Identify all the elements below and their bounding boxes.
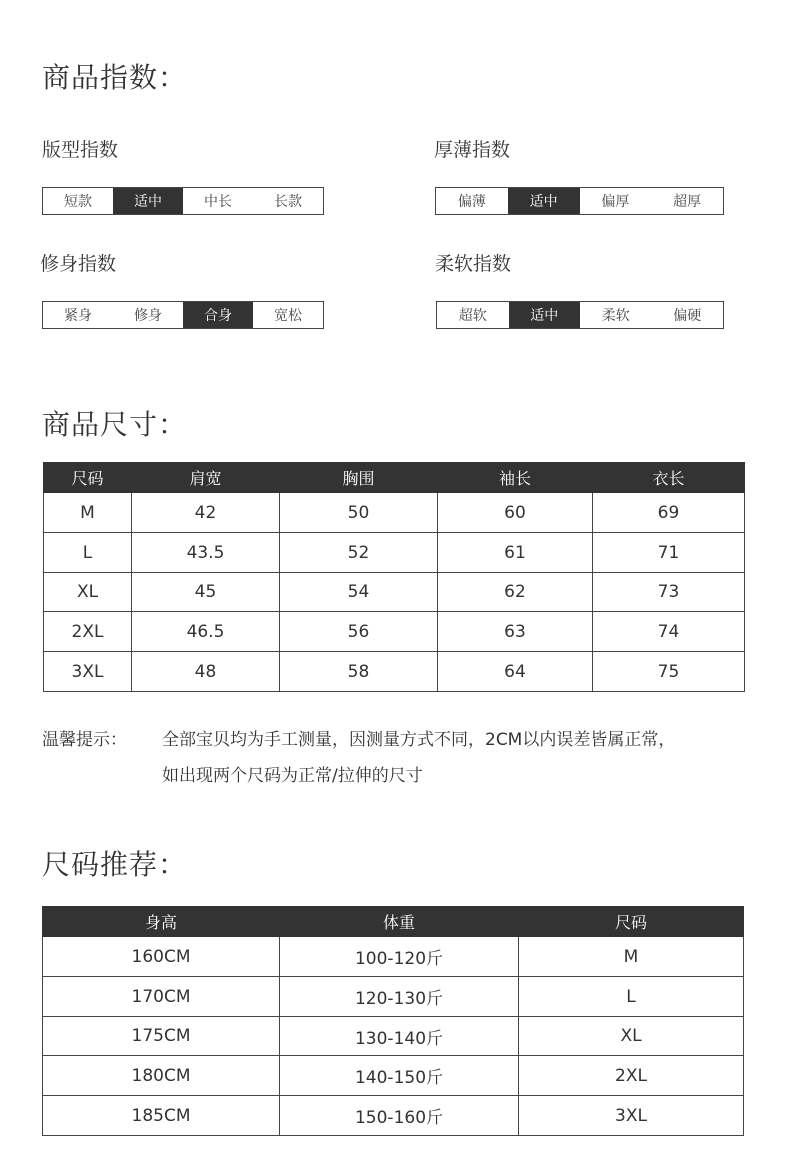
- size-table: [43, 462, 745, 692]
- table-row: [44, 652, 745, 692]
- softness-index-label: 柔软指数: [435, 253, 512, 275]
- table-cell: 48: [132, 652, 280, 692]
- table-cell: 60: [438, 493, 593, 533]
- table-cell: 185CM: [43, 1096, 280, 1136]
- table-cell: 75: [593, 652, 745, 692]
- table-cell: 71: [593, 533, 745, 573]
- table-cell: 170CM: [43, 977, 280, 1017]
- table-cell: 45: [132, 573, 280, 612]
- fit-option: 中长: [204, 194, 232, 210]
- table-cell: 2XL: [44, 612, 132, 652]
- table-row: [43, 977, 744, 1017]
- table-cell: 3XL: [44, 652, 132, 692]
- slim-index-label: 修身指数: [40, 253, 117, 275]
- fit-index-label: 版型指数: [42, 139, 119, 161]
- table-cell: 100-120斤: [280, 937, 519, 977]
- size-header-shoulder: 肩宽: [132, 463, 280, 493]
- table-row: [44, 573, 745, 612]
- softness-option: 柔软: [601, 308, 630, 324]
- table-cell: 46.5: [132, 612, 280, 652]
- table-cell: 43.5: [132, 533, 280, 573]
- table-cell: 160CM: [43, 937, 280, 977]
- table-cell: 63: [438, 612, 593, 652]
- table-cell: M: [519, 937, 744, 977]
- table-row: [44, 493, 745, 533]
- table-row: [44, 612, 745, 652]
- table-cell: 58: [280, 652, 438, 692]
- table-cell: 56: [280, 612, 438, 652]
- thickness-index-scale: [435, 187, 724, 215]
- table-cell: 73: [593, 573, 745, 612]
- table-row: [43, 1096, 744, 1136]
- table-cell: 61: [438, 533, 593, 573]
- thickness-option: 偏薄: [457, 194, 486, 210]
- table-row: [43, 1056, 744, 1096]
- table-cell: 2XL: [519, 1056, 744, 1096]
- table-cell: 69: [593, 493, 745, 533]
- table-cell: 50: [280, 493, 438, 533]
- table-cell: 175CM: [43, 1017, 280, 1056]
- table-cell: 140-150斤: [280, 1056, 519, 1096]
- recommend-section-title: 尺码推荐：: [42, 848, 188, 881]
- fit-option-selected: 适中: [113, 188, 183, 214]
- table-cell: XL: [44, 573, 132, 612]
- slim-option: 宽松: [274, 308, 302, 324]
- table-cell: 3XL: [519, 1096, 744, 1136]
- slim-option-selected: 合身: [183, 302, 253, 328]
- table-row: [43, 1017, 744, 1056]
- table-cell: L: [44, 533, 132, 573]
- size-header-sleeve: 袖长: [438, 463, 593, 493]
- slim-index-scale: [42, 301, 324, 329]
- table-cell: 42: [132, 493, 280, 533]
- thickness-option: 超厚: [673, 194, 702, 210]
- recommend-header-size: 尺码: [519, 907, 744, 937]
- table-cell: 74: [593, 612, 745, 652]
- fit-option: 长款: [274, 194, 302, 210]
- table-cell: 62: [438, 573, 593, 612]
- tip-line-2: 如出现两个尺码为正常/拉伸的尺寸: [162, 766, 423, 786]
- thickness-index-label: 厚薄指数: [434, 139, 511, 161]
- size-section-title: 商品尺寸：: [42, 408, 188, 441]
- table-cell: L: [519, 977, 744, 1017]
- softness-option: 偏硬: [673, 308, 702, 324]
- table-cell: 130-140斤: [280, 1017, 519, 1056]
- softness-option: 超软: [458, 308, 487, 324]
- thickness-option: 偏厚: [601, 194, 630, 210]
- table-cell: M: [44, 493, 132, 533]
- table-cell: 150-160斤: [280, 1096, 519, 1136]
- fit-index-scale: [42, 187, 324, 215]
- table-cell: 120-130斤: [280, 977, 519, 1017]
- recommend-header-weight: 体重: [280, 907, 519, 937]
- tip-line-1: 全部宝贝均为手工测量，因测量方式不同，2CM以内误差皆属正常，: [162, 730, 676, 750]
- table-cell: 64: [438, 652, 593, 692]
- tip-label: 温馨提示：: [42, 730, 127, 750]
- fit-option: 短款: [64, 194, 92, 210]
- index-section-title: 商品指数：: [42, 61, 188, 94]
- table-cell: 180CM: [43, 1056, 280, 1096]
- recommend-header-height: 身高: [43, 907, 280, 937]
- table-row: [43, 937, 744, 977]
- thickness-option-selected: 适中: [508, 188, 580, 214]
- table-cell: 54: [280, 573, 438, 612]
- recommend-table: [42, 906, 744, 1136]
- table-row: [44, 533, 745, 573]
- softness-index-scale: [436, 301, 724, 329]
- slim-option: 修身: [134, 308, 162, 324]
- table-cell: 52: [280, 533, 438, 573]
- table-cell: XL: [519, 1017, 744, 1056]
- size-header-chest: 胸围: [280, 463, 438, 493]
- size-header-length: 衣长: [593, 463, 745, 493]
- softness-option-selected: 适中: [509, 302, 581, 328]
- size-header-size: 尺码: [44, 463, 132, 493]
- slim-option: 紧身: [64, 308, 92, 324]
